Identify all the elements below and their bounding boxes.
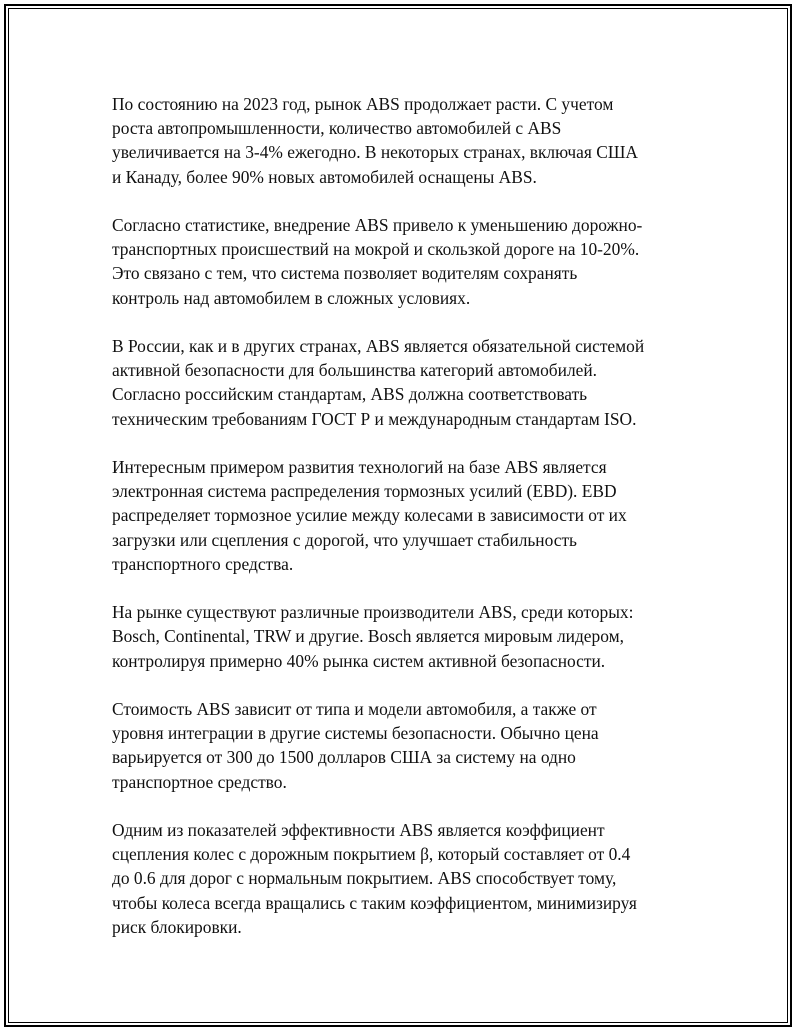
paragraph-market-growth: По состоянию на 2023 год, рынок ABS продолжает расти. С учетом роста автопромышленности, количество автомобилей с ABS увеличивается на 3-4% ежегодно. В некоторых странах, включая США и Канаду, более 90% новых автомобилей оснащены ABS. [112,94,638,187]
paragraph-accident-statistics: Согласно статистике, внедрение ABS привело к уменьшению дорожно- транспортных происшествий на мокрой и скользкой дороге на 10-20%. Это связано с тем, что система позволяет водителям сохранять контроль над автомобилем в сложных условиях. [112,215,643,308]
paragraph-cost: Стоимость ABS зависит от типа и модели автомобиля, а также от уровня интеграции в другие системы безопасности. Обычно цена варьируется от 300 до 1500 долларов США за систему на одно транспортное средство. [112,699,599,792]
document-body [112,92,692,963]
paragraph-ebd-technology: Интересным примером развития технологий на базе ABS является электронная система распределения тормозных усилий (EBD). EBD распределяет тормозное усилие между колесами в зависимости от их загрузки или сцепления с дорогой, что улучшает стабильность транспортного средства. [112,457,627,574]
paragraph-russia-standards: В России, как и в других странах, ABS является обязательной системой активной безопасности для большинства категорий автомобилей. Согласно российским стандартам, ABS должна соответствовать техническим требованиям ГОСТ Р и международным стандартам ISO. [112,336,645,429]
paragraph-manufacturers: На рынке существуют различные производители ABS, среди которых: Bosch, Continental, TRW и другие. Bosch является мировым лидером, контролируя примерно 40% рынка систем активной безопасности. [112,602,634,671]
paragraph-efficiency-coefficient: Одним из показателей эффективности ABS является коэффициент сцепления колес с дорожным покрытием β, который составляет от 0.4 до 0.6 для дорог с нормальным покрытием. ABS способствует тому, чтобы колеса всегда вращались с таким коэффициентом, минимизируя риск блокировки. [112,820,637,937]
